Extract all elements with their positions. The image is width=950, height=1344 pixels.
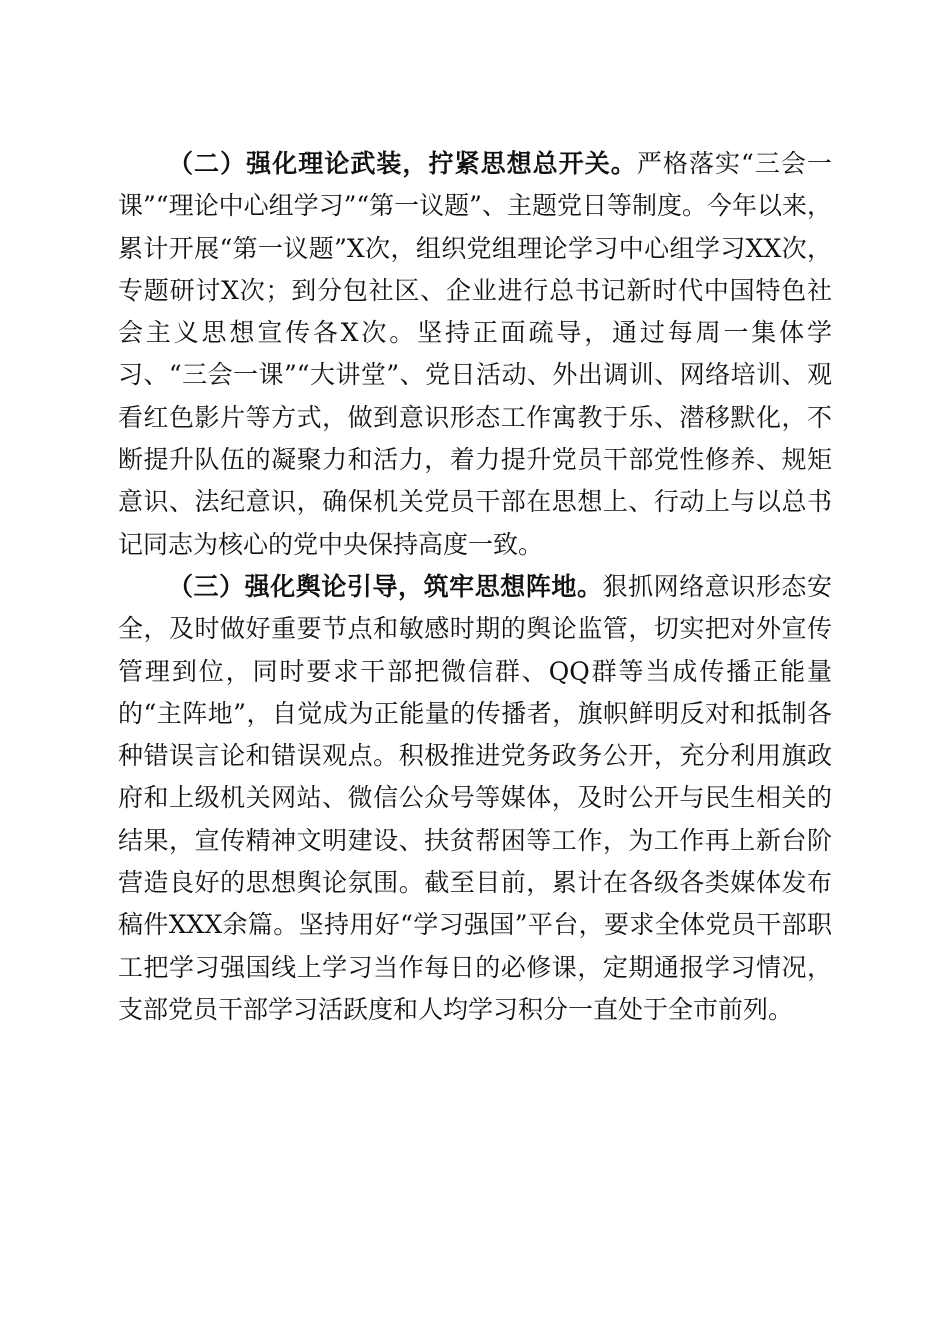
paragraph-heading: （三）强化舆论引导，筑牢思想阵地。: [168, 571, 603, 601]
document-body: [118, 143, 832, 1031]
paragraph-heading: （二）强化理论武装，拧紧思想总开关。: [168, 149, 637, 178]
paragraph-body: 狠抓网络意识形态安全，及时做好重要节点和敏感时期的舆论监管，切实把对外宣传管理到位，同时要求干部把微信群、QQ群等当成传播正能量的“主阵地”，自觉成为正能量的传播者，旗帜鲜明反对和抵制各种错误言论和错误观点。积极推进党务政务公开，充分利用旗政府和上级机关网站、微信公众号等媒体，及时公开与民生相关的结果，宣传精神文明建设、扶贫帮困等工作，为工作再上新台阶营造良好的思想舆论氛围。截至目前，累计在各级各类媒体发布稿件XXX余篇。坚持用好“学习强国”平台，要求全体党员干部职工把学习强国线上学习当作每日的必修课，定期通报学习情况，支部党员干部学习活跃度和人均学习积分一直处于全市前列。: [118, 571, 832, 1024]
paragraph-theory-armament: [118, 143, 832, 566]
paragraph-body: 严格落实“三会一课”“理论中心组学习”“第一议题”、主题党日等制度。今年以来，累计开展“第一议题”X次，组织党组理论学习中心组学习XX次，专题研讨X次；到分包社区、企业进行总书记新时代中国特色社会主义思想宣传各X次。坚持正面疏导，通过每周一集体学习、“三会一课”“大讲堂”、党日活动、外出调训、网络培训、观看红色影片等方式，做到意识形态工作寓教于乐、潜移默化，不断提升队伍的凝聚力和活力，着力提升党员干部党性修养、规矩意识、法纪意识，确保机关党员干部在思想上、行动上与以总书记同志为核心的党中央保持高度一致。: [118, 149, 832, 559]
paragraph-public-opinion: [118, 566, 832, 1031]
